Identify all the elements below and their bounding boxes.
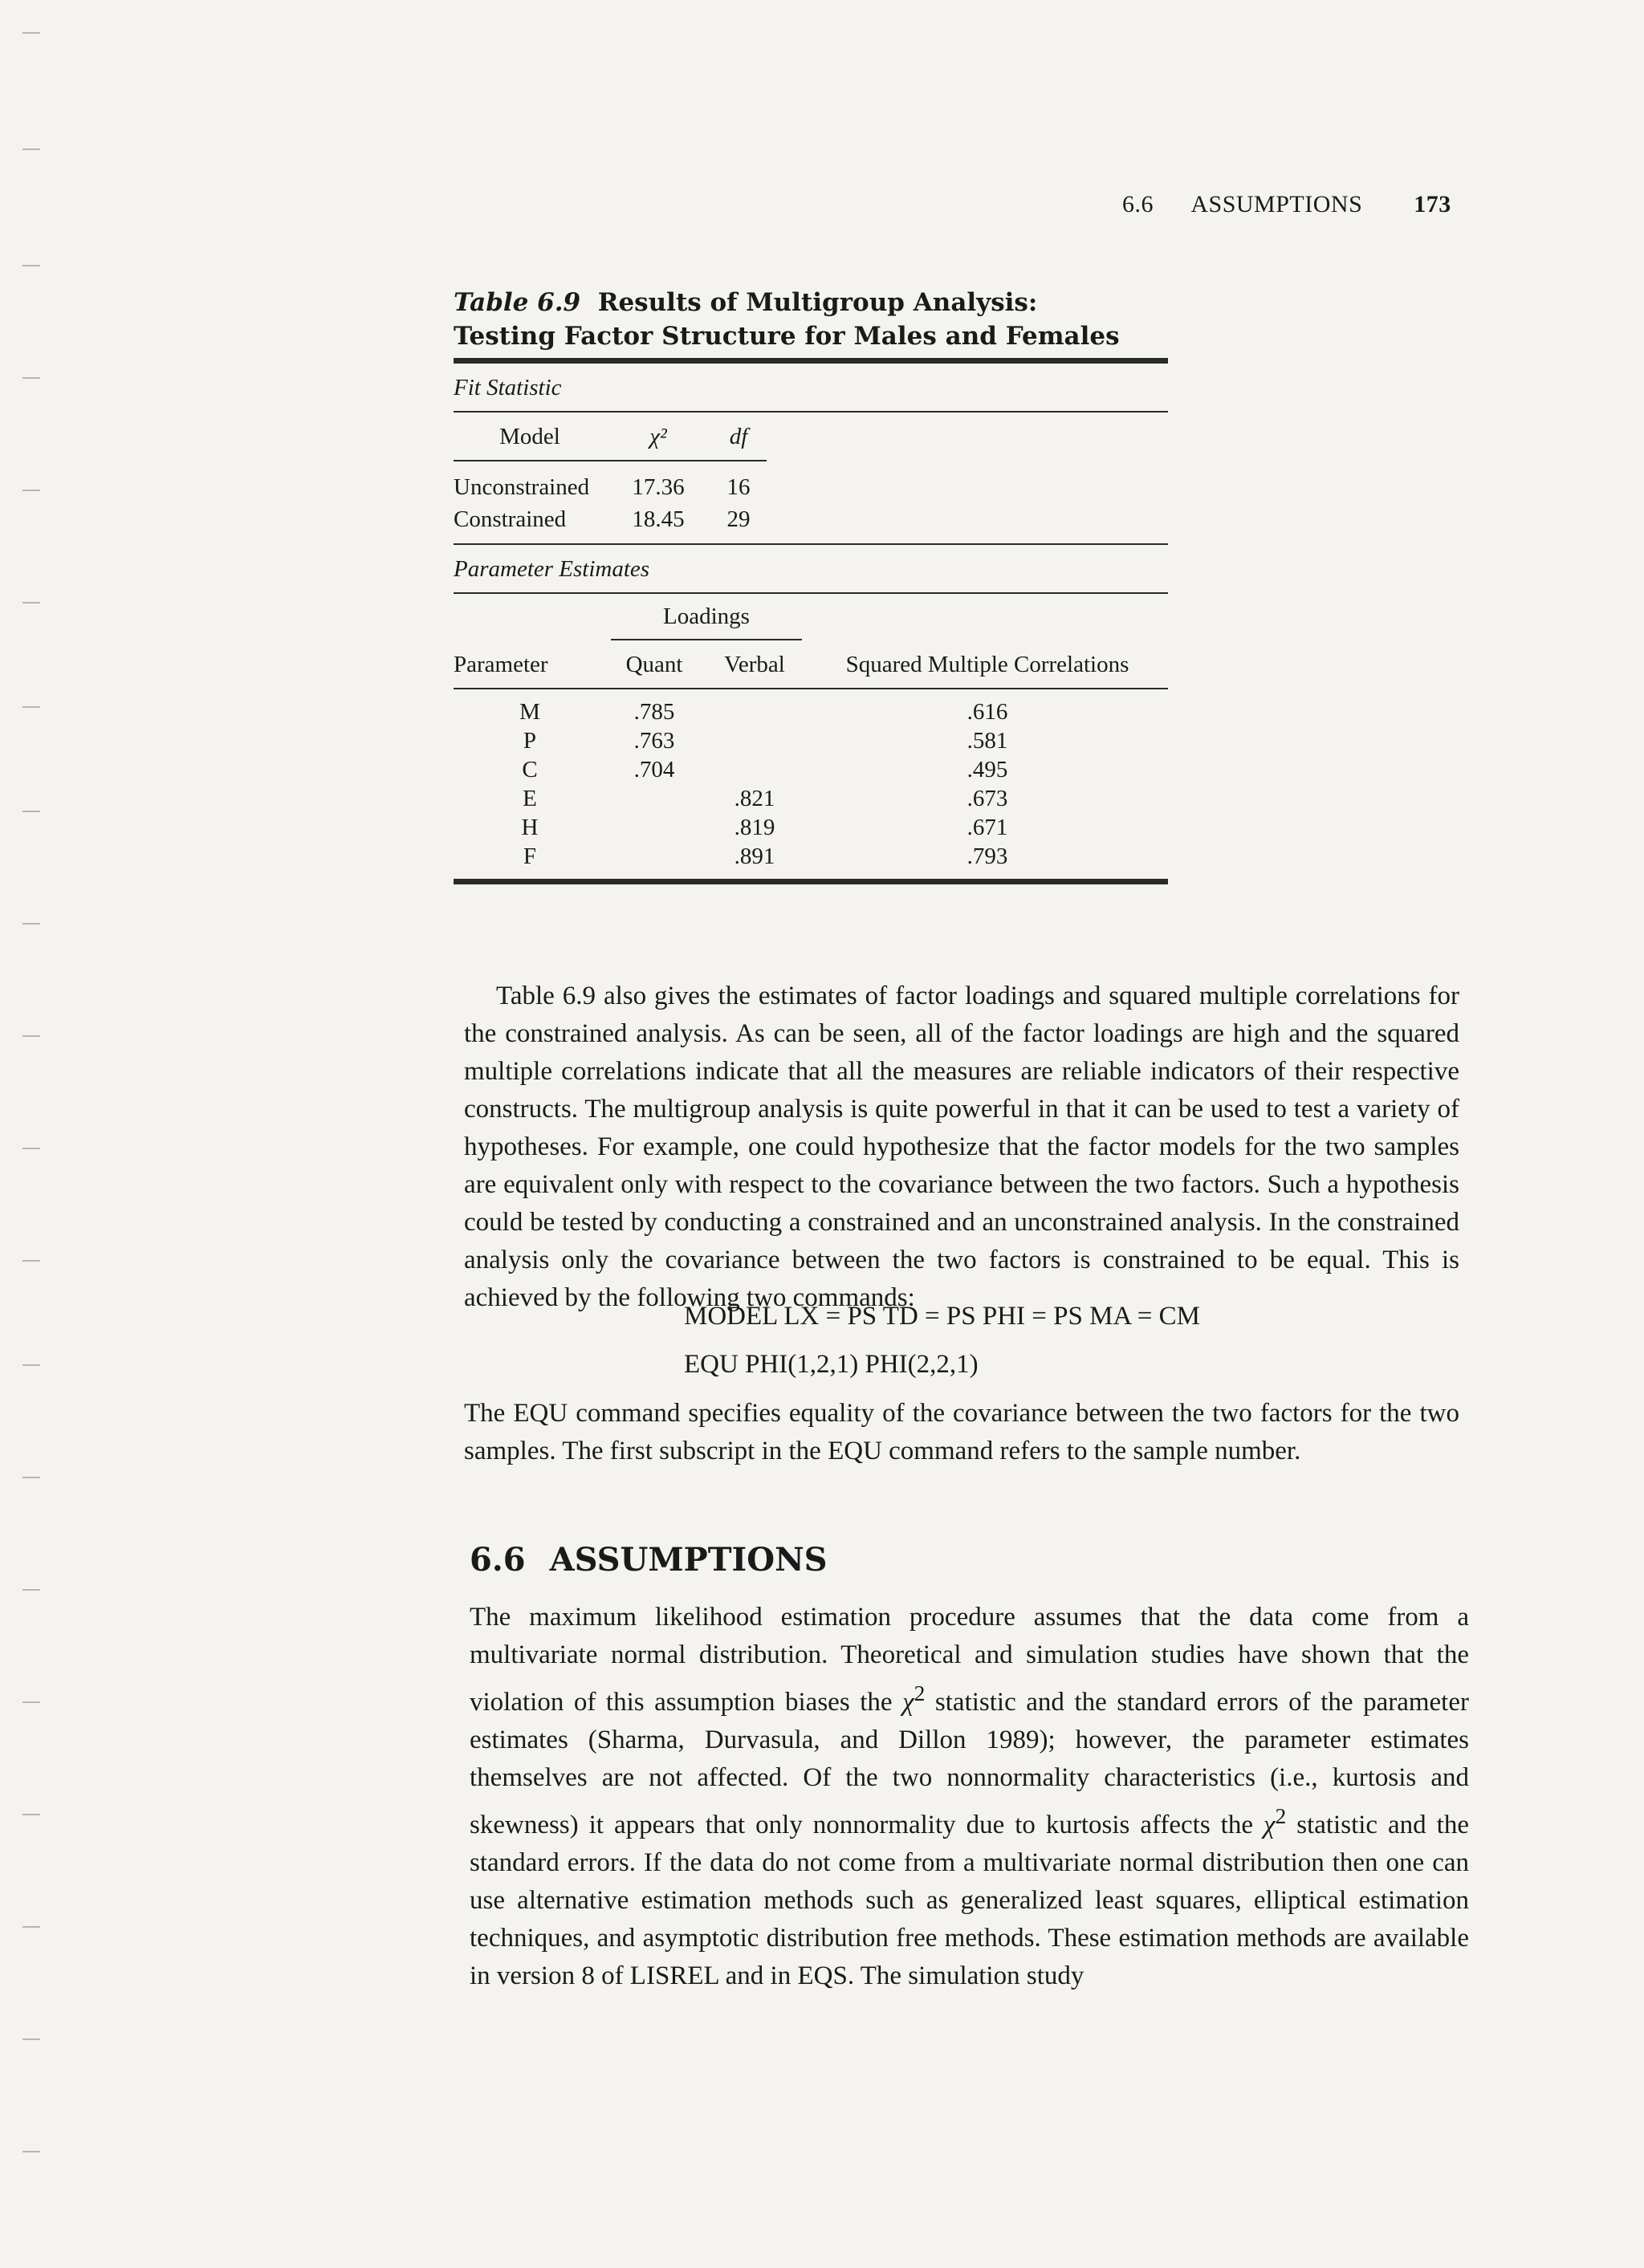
chi-superscript: 2 (1275, 1803, 1287, 1828)
param-cell: C (522, 757, 538, 782)
param-cell: F (523, 843, 537, 869)
fit-col-df: df (710, 424, 767, 461)
smc-cell: .673 (966, 786, 1008, 811)
fit-bottom-rule (454, 543, 1168, 545)
table-caption (454, 286, 1168, 353)
results-table (454, 286, 1168, 884)
verbal-cell: .891 (734, 843, 775, 869)
parameter-estimates-table (454, 594, 1168, 879)
binding-marks (0, 0, 48, 2268)
quant-cell: .704 (633, 757, 675, 782)
table-row (454, 461, 767, 503)
table-top-rule (454, 358, 1168, 364)
quant-cell (606, 813, 702, 842)
table-title-line1: Results of Multigroup Analysis: (597, 288, 1038, 317)
quant-cell (606, 784, 702, 813)
fit-chi2-cell: 17.36 (632, 474, 685, 500)
verbal-cell: .821 (734, 786, 775, 811)
smc-cell: .671 (966, 815, 1008, 840)
table-row (454, 813, 1168, 842)
verbal-cell: .819 (734, 815, 775, 840)
param-col-quant: Quant (625, 652, 683, 677)
chi-symbol: χ (1263, 1811, 1276, 1839)
table-bottom-rule (454, 879, 1168, 884)
smc-cell: .581 (966, 728, 1008, 754)
section-number: 6.6 (470, 1541, 526, 1579)
table-row (454, 689, 1168, 726)
param-cell: P (523, 728, 537, 754)
fit-col-model: Model (454, 424, 606, 461)
table-row (454, 842, 1168, 879)
param-cell: M (519, 699, 540, 725)
table-title-line2: Testing Factor Structure for Males and Females (454, 322, 1120, 351)
command-model: MODEL LX = PS TD = PS PHI = PS MA = CM (684, 1302, 1200, 1331)
param-cell: H (521, 815, 539, 840)
table-label: Table 6.9 (454, 288, 581, 317)
verbal-cell (702, 755, 807, 784)
section-title: ASSUMPTIONS (549, 1541, 828, 1579)
section-heading (470, 1541, 828, 1579)
fit-model-cell: Unconstrained (454, 474, 590, 500)
table-row (454, 726, 1168, 755)
smc-cell: .495 (966, 757, 1008, 782)
table-row (454, 755, 1168, 784)
param-col-smc: Squared Multiple Correlations (845, 652, 1129, 677)
paragraph-assumptions: The maximum likelihood estimation procedure assumes that the data come from a multivariate normal distribution. Theoretical and simulation studies have shown that the violation of this assumption biases the $\chi^2$ statistic and the standard errors of the parameter estimates (Sharma, Durvasula, and Dillon 1989); however, the parameter estimates themselves are not affected. Of the two nonnormality characteristics (i.e., kurtosis and skewness) it appears that only nonnormality due to kurtosis affects the $\chi^2$ statistic and the standard errors. If the data do not come from a multivariate normal distribution then one can use alternative estimation methods such as generalized least squares, elliptical estimation techniques, and asymptotic distribution free methods. These estimation methods are available in version 8 of LISREL and in EQS. The simulation study (470, 1603, 1469, 1990)
quant-cell (606, 842, 702, 879)
paragraph-multigroup: Table 6.9 also gives the estimates of factor loadings and squared multiple correlations for the constrained analysis. As can be seen, all of the factor loadings are high and the squared multiple correlations indicate that all the measures are reliable indicators of their respective constructs. The multigroup analysis is quite powerful in that it can be used to test a variety of hypotheses. For example, one could hypothesize that the factor models for the two samples are equivalent only with respect to the covariance between the two factors. Such a hypothesis could be tested by conducting a constrained and an unconstrained analysis. In the constrained analysis only the covariance between the two factors is constrained to be equal. This is achieved by the following two commands: (464, 982, 1459, 1312)
smc-cell: .616 (966, 699, 1008, 725)
paragraph-equ: The EQU command specifies equality of the covariance between the two factors for the two samples. The first subscript in the EQU command refers to the sample number. (464, 1399, 1459, 1465)
fit-statistic-table (454, 424, 767, 543)
parameter-estimates-heading: Parameter Estimates (454, 556, 650, 582)
param-col-parameter: Parameter (454, 652, 548, 677)
fit-df-cell: 29 (726, 506, 751, 532)
header-section-number: 6.6 (1122, 191, 1154, 217)
loadings-heading: Loadings (606, 594, 807, 640)
table-row (454, 503, 767, 543)
running-header (1122, 191, 1451, 218)
param-cell: E (523, 786, 537, 811)
verbal-cell (702, 726, 807, 755)
param-col-verbal: Verbal (724, 652, 785, 677)
quant-cell: .763 (633, 728, 675, 754)
header-section-title: ASSUMPTIONS (1190, 191, 1363, 217)
fit-statistic-heading: Fit Statistic (454, 375, 562, 400)
fit-df-cell: 16 (726, 474, 751, 500)
chi-symbol: χ (902, 1688, 914, 1717)
fit-col-chi2: χ² (606, 424, 710, 461)
fit-heading-rule (454, 411, 1168, 413)
command-equ: EQU PHI(1,2,1) PHI(2,2,1) (684, 1350, 979, 1379)
fit-chi2-cell: 18.45 (632, 506, 685, 532)
chi-superscript: 2 (914, 1681, 926, 1705)
page-number: 173 (1414, 191, 1451, 217)
fit-model-cell: Constrained (454, 506, 567, 532)
table-row (454, 784, 1168, 813)
smc-cell: .793 (966, 843, 1008, 869)
quant-cell: .785 (633, 699, 675, 725)
verbal-cell (702, 689, 807, 726)
